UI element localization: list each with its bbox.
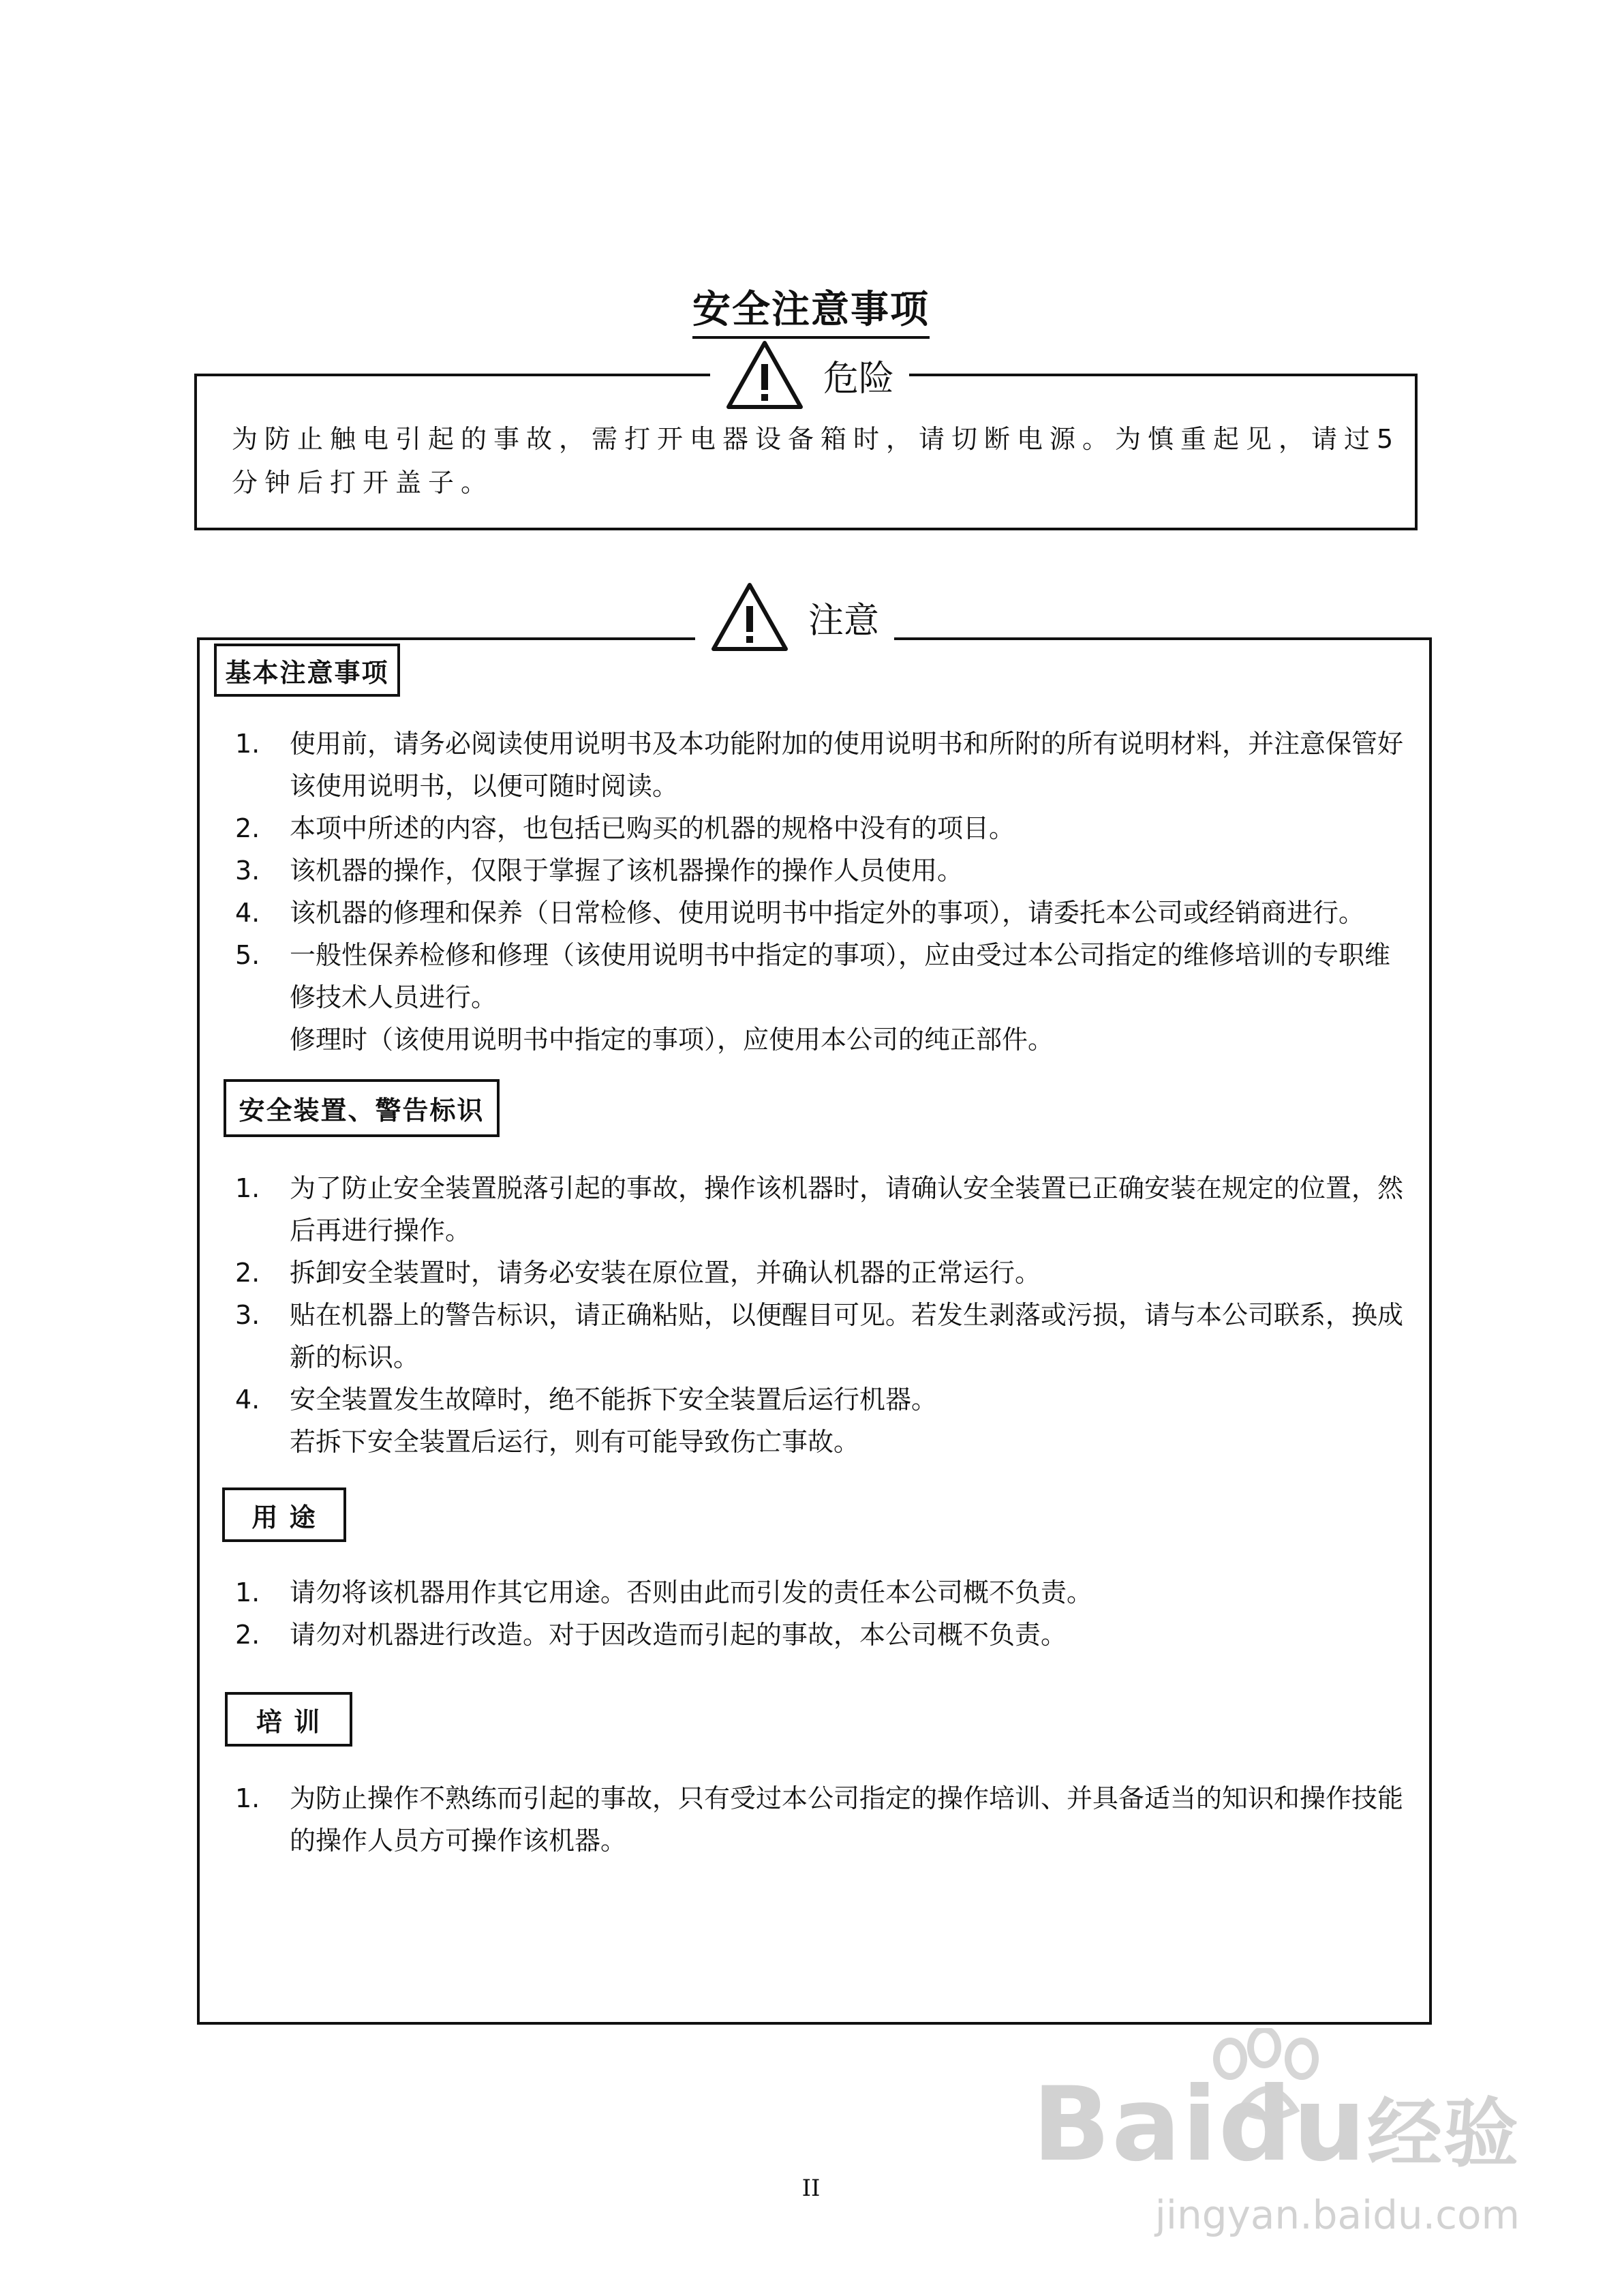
watermark-url: jingyan.baidu.com <box>1154 2192 1520 2238</box>
list-usage <box>235 1571 1407 1656</box>
caution-header <box>695 579 894 654</box>
list-item: 3. 贴在机器上的警告标识，请正确粘贴，以便醒目可见。若发生剥落或污损，请与本公司联系，换成新的标识。 <box>235 1300 1404 1372</box>
list-item: 5. 一般性保养检修和修理（该使用说明书中指定的事项），应由受过本公司指定的维修培训的专职维修技术人员进行。 修理时（该使用说明书中指定的事项），应使用本公司的纯正部件。 <box>235 940 1391 1055</box>
list-safety <box>235 1167 1407 1463</box>
section-heading-safety: 安全装置、警告标识 <box>224 1079 500 1137</box>
list-item: 4. 该机器的修理和保养（日常检修、使用说明书中指定外的事项），请委托本公司或经销商进行。 <box>235 898 1365 928</box>
list-basic <box>235 723 1407 1061</box>
danger-text: 为防止触电引起的事故，需打开电器设备箱时，请切断电源。为慎重起见，请过5分钟后打开盖子。 <box>232 424 1401 498</box>
list-item: 1. 使用前，请务必阅读使用说明书及本功能附加的使用说明书和所附的所有说明材料，并注意保管好该使用说明书，以便可随时阅读。 <box>235 729 1404 801</box>
list-item: 2. 拆卸安全装置时，请务必安装在原位置，并确认机器的正常运行。 <box>235 1258 1041 1288</box>
list-item: 4. 安全装置发生故障时，绝不能拆下安全装置后运行机器。 若拆下安全装置后运行，则有可能导致伤亡事故。 <box>235 1385 938 1457</box>
list-item: 3. 该机器的操作，仅限于掌握了该机器操作的操作人员使用。 <box>235 856 964 886</box>
list-item: 1. 为防止操作不熟练而引起的事故，只有受过本公司指定的操作培训、并具备适当的知识和操作技能的操作人员方可操作该机器。 <box>235 1783 1404 1856</box>
list-item: 1. 为了防止安全装置脱落引起的事故，操作该机器时，请确认安全装置已正确安装在规定的位置，然后再进行操作。 <box>235 1173 1404 1245</box>
section-heading-training: 培 训 <box>225 1692 352 1747</box>
warning-triangle-icon <box>725 339 804 410</box>
page-number: II <box>801 2175 821 2202</box>
list-item: 1. 请勿将该机器用作其它用途。否则由此而引发的责任本公司概不负责。 <box>235 1577 1093 1607</box>
section-heading-basic: 基本注意事项 <box>214 644 400 697</box>
page-title: 安全注意事项 <box>0 280 1622 334</box>
danger-header <box>710 341 909 409</box>
warning-triangle-icon <box>710 581 789 652</box>
caution-label: 注意 <box>808 600 880 641</box>
list-item: 2. 本项中所述的内容，也包括已购买的机器的规格中没有的项目。 <box>235 813 1015 843</box>
list-item: 2. 请勿对机器进行改造。对于因改造而引起的事故，本公司概不负责。 <box>235 1620 1067 1650</box>
list-training <box>235 1777 1407 1862</box>
section-heading-usage: 用 途 <box>222 1487 346 1542</box>
danger-label: 危险 <box>823 358 895 399</box>
watermark-logo: Baidu经验 <box>1032 2066 1520 2184</box>
